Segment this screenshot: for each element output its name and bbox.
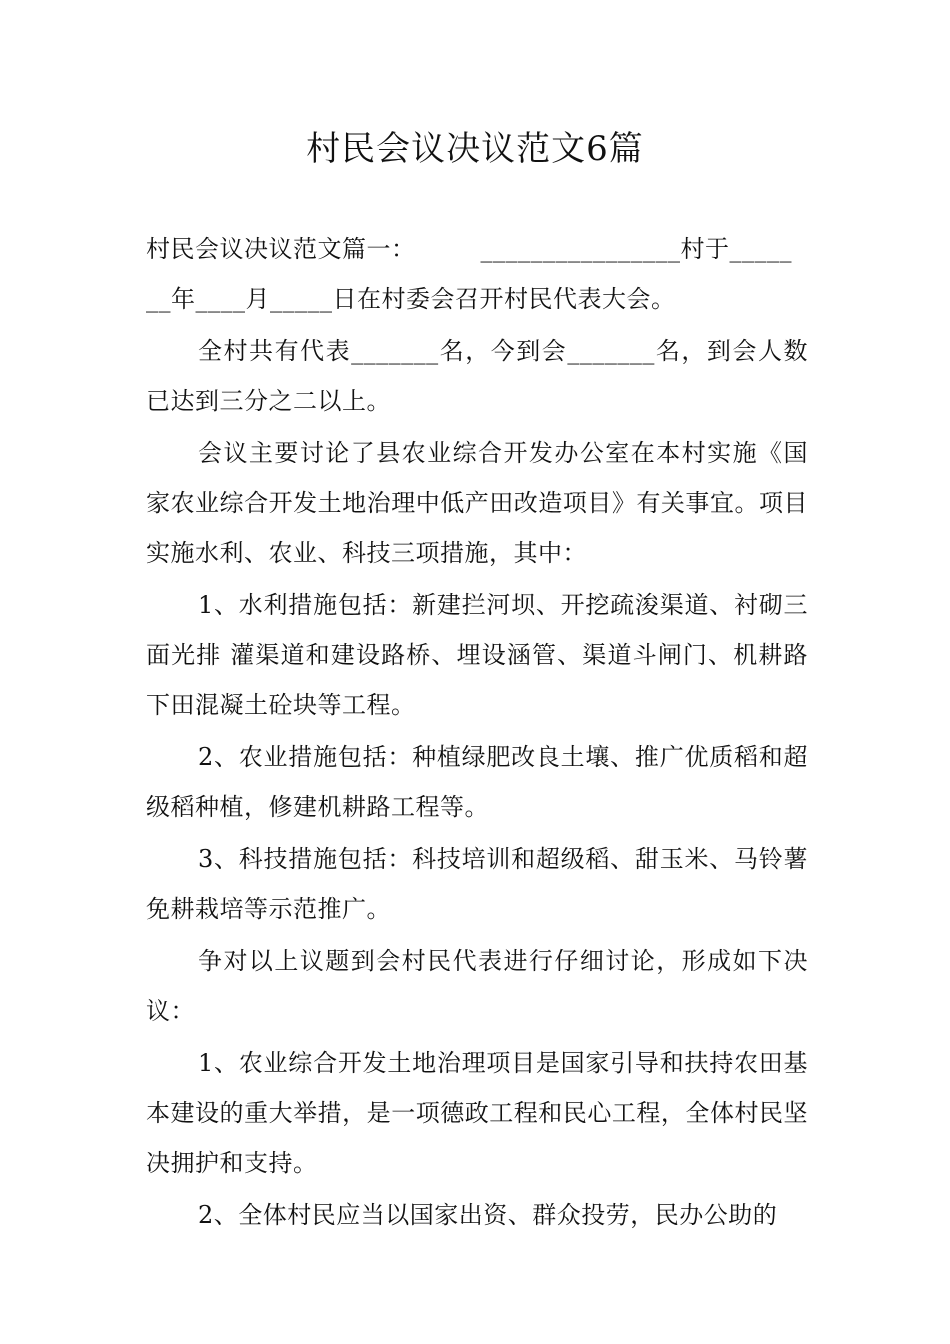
paragraph-intro: 村民会议决议范文篇一： ________________村于_____ __年____月_____日在村委会召开村民代表大会。	[146, 235, 793, 313]
document-body	[146, 224, 808, 1242]
paragraph-technology-measures: 3、科技措施包括：科技培训和超级稻、甜玉米、马铃薯免耕栽培等示范推广。	[146, 845, 808, 923]
paragraph-resolution-2: 2、全体村民应当以国家出资、群众投劳，民办公助的	[198, 1201, 778, 1229]
paragraph-resolution-intro: 争对以上议题到会村民代表进行仔细讨论，形成如下决议：	[146, 947, 808, 1025]
paragraph-representatives: 全村共有代表_______名，今到会_______名，到会人数已达到三分之二以上。	[146, 337, 808, 415]
document-title: 村民会议决议范文6篇	[306, 129, 644, 169]
paragraph-resolution-1: 1、农业综合开发土地治理项目是国家引导和扶持农田基本建设的重大举措，是一项德政工程和民心工程，全体村民坚决拥护和支持。	[146, 1049, 808, 1177]
paragraph-agriculture-measures: 2、农业措施包括：种植绿肥改良土壤、推广优质稻和超级稻种植，修建机耕路工程等。	[146, 743, 808, 821]
paragraph-water-measures: 1、水利措施包括：新建拦河坝、开挖疏浚渠道、衬砌三面光排 灌渠道和建设路桥、埋设涵管、渠道斗闸门、机耕路下田混凝土砼块等工程。	[146, 591, 808, 719]
paragraph-meeting-topic: 会议主要讨论了县农业综合开发办公室在本村实施《国家农业综合开发土地治理中低产田改造项目》有关事宜。项目实施水利、农业、科技三项措施，其中：	[146, 439, 808, 567]
